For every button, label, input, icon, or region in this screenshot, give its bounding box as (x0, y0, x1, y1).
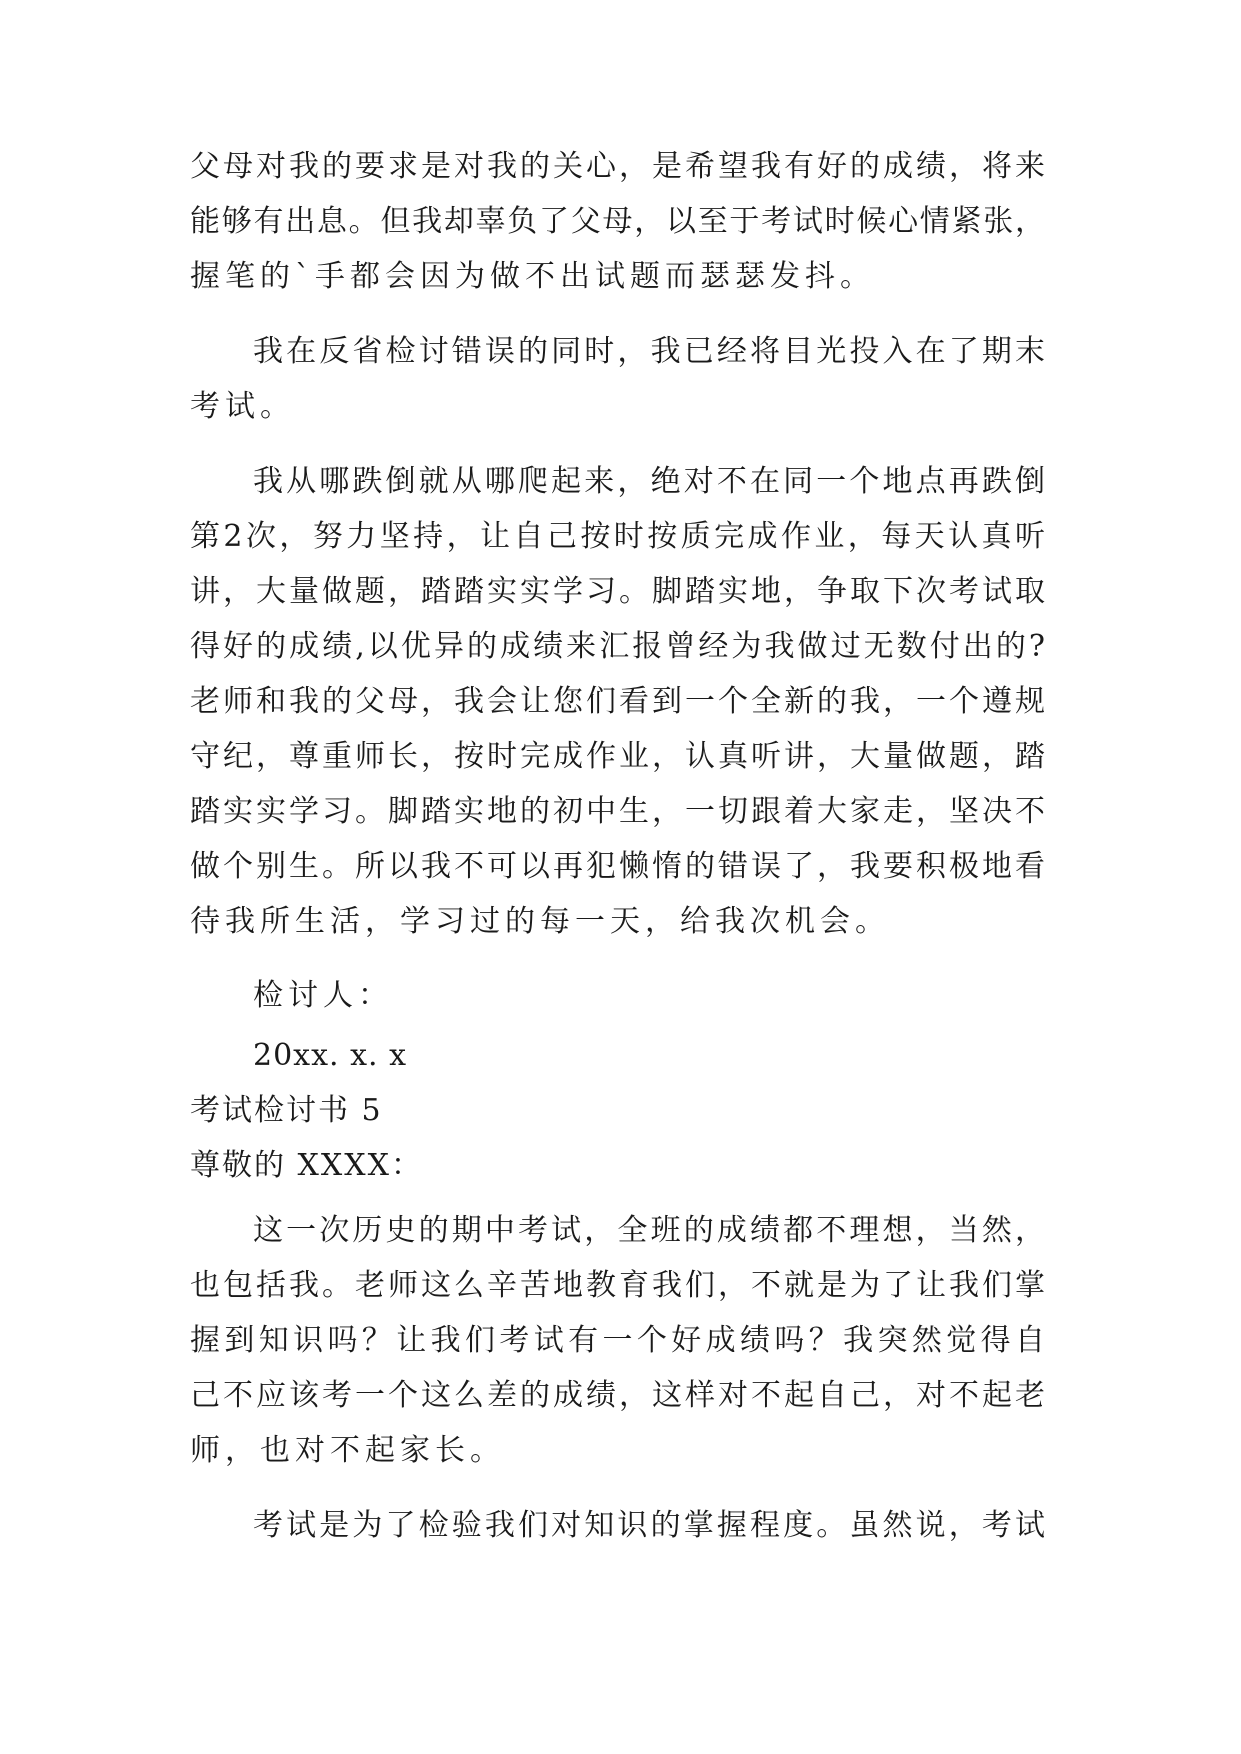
text-line: 这一次历史的期中考试，全班的成绩都不理想，当然， (253, 1213, 1045, 1248)
text-line: 第2次，努力坚持，让自己按时按质完成作业，每天认真听 (190, 519, 1045, 554)
text-line: 老师和我的父母，我会让您们看到一个全新的我，一个遵规 (190, 684, 1045, 719)
text-line: 考试是为了检验我们对知识的掌握程度。虽然说，考试 (253, 1508, 1045, 1543)
text-line: 己不应该考一个这么差的成绩，这样对不起自己，对不起老 (190, 1378, 1045, 1413)
text-line: 讲，大量做题，踏踏实实学习。脚踏实地，争取下次考试取 (190, 574, 1045, 609)
text-line: 我在反省检讨错误的同时，我已经将目光投入在了期末 (253, 334, 1045, 369)
text-line: 守纪，尊重师长，按时完成作业，认真听讲，大量做题，踏 (190, 739, 1045, 774)
text-line: 握笔的`手都会因为做不出试题而瑟瑟发抖。 (190, 259, 875, 294)
text-line: 踏实实学习。脚踏实地的初中生，一切跟着大家走，坚决不 (190, 794, 1045, 829)
text-line: 做个别生。所以我不可以再犯懒惰的错误了，我要积极地看 (190, 849, 1045, 884)
text-line: 握到知识吗？让我们考试有一个好成绩吗？我突然觉得自 (190, 1323, 1045, 1358)
salutation: 尊敬的 XXXX： (190, 1148, 423, 1183)
text-line: 能够有出息。但我却辜负了父母，以至于考试时候心情紧张， (190, 204, 1045, 239)
text-line: 师，也对不起家长。 (190, 1433, 505, 1468)
signer-label: 检讨人： (253, 978, 393, 1013)
signature-date: 20xx. x. x (253, 1038, 407, 1073)
text-line: 我从哪跌倒就从哪爬起来，绝对不在同一个地点再跌倒 (253, 464, 1045, 499)
text-line: 考试。 (190, 389, 295, 424)
text-line: 也包括我。老师这么辛苦地教育我们，不就是为了让我们掌 (190, 1268, 1045, 1303)
section-title: 考试检讨书 5 (190, 1093, 383, 1128)
text-line: 父母对我的要求是对我的关心，是希望我有好的成绩，将来 (190, 149, 1045, 184)
text-line: 待我所生活，学习过的每一天，给我次机会。 (190, 904, 890, 939)
text-line: 得好的成绩,以优异的成绩来汇报曾经为我做过无数付出的? (190, 629, 1045, 664)
